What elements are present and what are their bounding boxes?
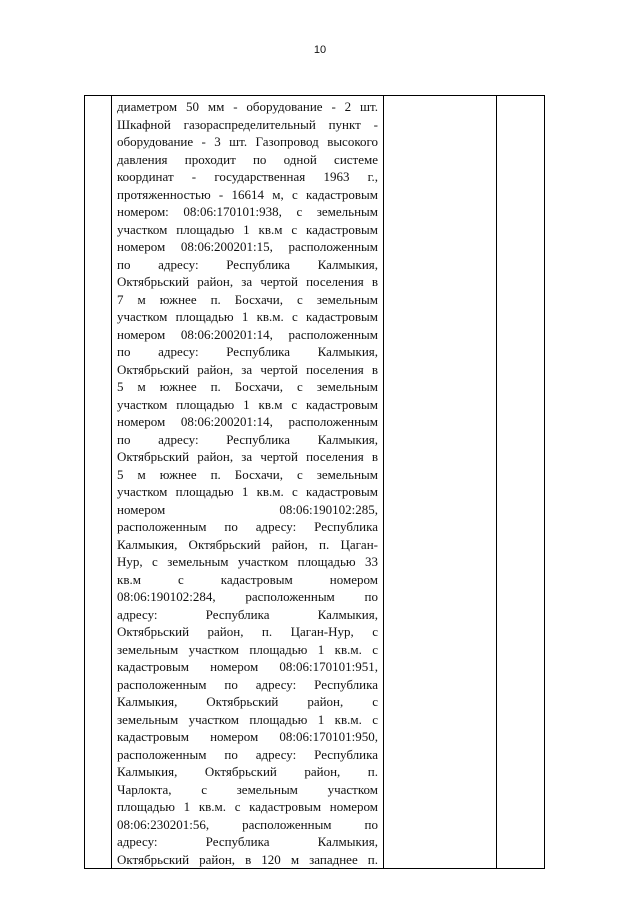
description-line: Калмыкия, Октябрьский район, п. Цаган-: [117, 536, 378, 552]
description-line: номером 08:06:200201:14, расположенным: [117, 326, 378, 342]
description-line: Шкафной газораспределительный пункт -: [117, 116, 378, 132]
description-line: координат - государственная 1963 г.,: [117, 169, 378, 184]
document-table: [84, 95, 545, 869]
description-line: кадастровым номером 08:06:170101:951,: [117, 659, 378, 674]
description-line: адресу: Республика Калмыкия,: [117, 606, 378, 622]
description-line: Октябрьский район, за чертой поселения в: [117, 274, 378, 289]
description-line: номером 08:06:190102:285,: [117, 501, 378, 517]
description-line: диаметром 50 мм - оборудование - 2 шт.: [117, 99, 378, 114]
description-cell: [112, 96, 384, 869]
description-line: Октябрьский район, в 120 м западнее п.: [117, 851, 378, 867]
page-number: 10: [313, 44, 327, 56]
empty-cell: [384, 96, 497, 869]
description-line: Чарлокта, с земельным участком: [117, 781, 378, 797]
description-line: адресу: Республика Калмыкия,: [117, 834, 378, 849]
description-line: кв.м с кадастровым номером: [117, 571, 378, 587]
description-line: 5 м южнее п. Босхачи, с земельным: [117, 466, 378, 482]
description-line: участком площадью 1 кв.м. с кадастровым: [117, 484, 378, 499]
description-line: по адресу: Республика Калмыкия,: [117, 256, 378, 272]
description-line: Октябрьский район, п. Цаган-Нур, с: [117, 624, 378, 639]
description-line: по адресу: Республика Калмыкия,: [117, 344, 378, 359]
description-line: номером: 08:06:170101:938, с земельным: [117, 204, 378, 219]
description-line: номером 08:06:200201:14, расположенным: [117, 414, 378, 429]
description-line: давления проходит по одной системе: [117, 151, 378, 167]
description-line: участком площадью 1 кв.м с кадастровым: [117, 221, 378, 237]
description-line: Октябрьский район, за чертой поселения в: [117, 449, 378, 464]
description-line: протяженностью - 16614 м, с кадастровым: [117, 186, 378, 202]
description-line: Нур, с земельным участком площадью 33: [117, 554, 378, 569]
description-line: 5 м южнее п. Босхачи, с земельным: [117, 379, 378, 394]
description-line: Октябрьский район, за чертой поселения в: [117, 361, 378, 377]
description-line: оборудование - 3 шт. Газопровод высокого: [117, 134, 378, 149]
table-row: [85, 96, 545, 869]
description-line: расположенным по адресу: Республика: [117, 746, 378, 762]
description-line: 08:06:230201:56, расположенным по: [117, 816, 378, 832]
number-cell: [85, 96, 112, 869]
description-line: по адресу: Республика Калмыкия,: [117, 431, 378, 447]
description-line: земельным участком площадью 1 кв.м. с: [117, 711, 378, 727]
description-line: земельным участком площадью 1 кв.м. с: [117, 641, 378, 657]
description-text: [112, 96, 383, 868]
description-line: кадастровым номером 08:06:170101:950,: [117, 729, 378, 744]
description-line: Калмыкия, Октябрьский район, п.: [117, 764, 378, 779]
description-line: Калмыкия, Октябрьский район, с: [117, 694, 378, 709]
description-line: 7 м южнее п. Босхачи, с земельным: [117, 291, 378, 307]
description-line: площадью 1 кв.м. с кадастровым номером: [117, 799, 378, 814]
description-line: 08:06:190102:284, расположенным по: [117, 589, 378, 604]
description-line: участком площадью 1 кв.м с кадастровым: [117, 396, 378, 412]
description-line: номером 08:06:200201:15, расположенным: [117, 239, 378, 254]
description-line: расположенным по адресу: Республика: [117, 676, 378, 692]
description-line: расположенным по адресу: Республика: [117, 519, 378, 534]
description-line: участком площадью 1 кв.м. с кадастровым: [117, 309, 378, 324]
empty-cell: [497, 96, 545, 869]
